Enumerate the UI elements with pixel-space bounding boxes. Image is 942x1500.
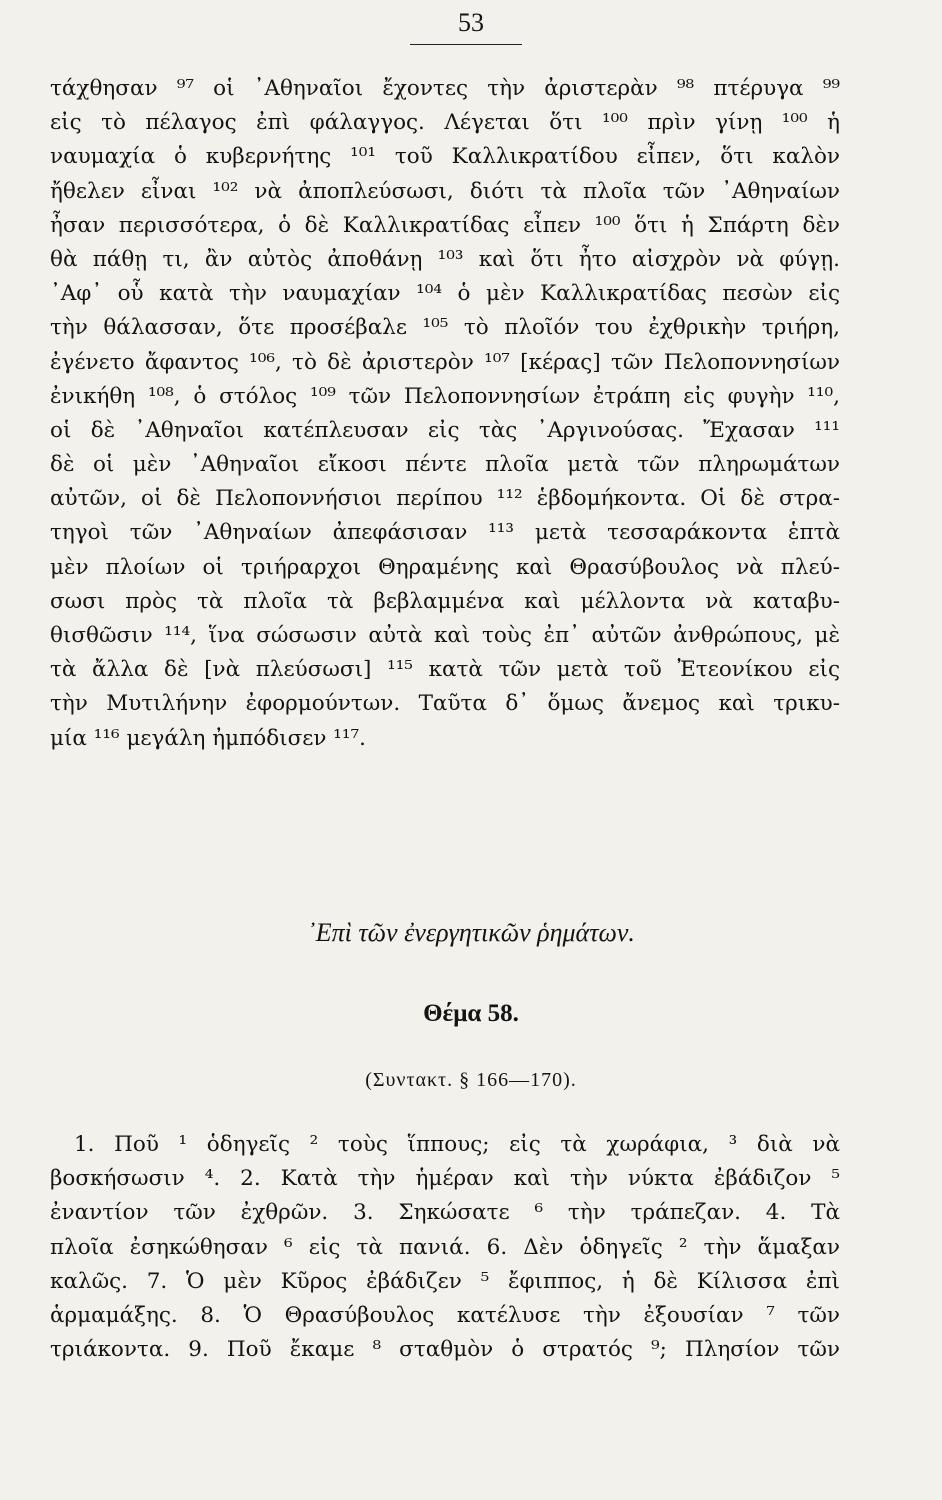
passage-line: ἐνικήθη ¹⁰⁸, ὁ στόλος ¹⁰⁹ τῶν Πελοποννησίων ἐτράπη εἰς φυγὴν ¹¹⁰, — [50, 383, 840, 409]
passage-line: αὐτῶν, οἱ δὲ Πελοποννήσιοι περίπου ¹¹² ἑβδομήκοντα. Οἱ δὲ στρα- — [50, 486, 840, 512]
passage-line: ἦσαν περισσότερα, ὁ δὲ Καλλικρατίδας εἶπεν ¹⁰⁰ ὅτι ἡ Σπάρτη δὲν — [50, 212, 840, 238]
passage-line: μὲν πλοίων οἱ τριήραρχοι Θηραμένης καὶ Θρασύβουλος νὰ πλεύ- — [50, 554, 840, 580]
exercise-line: ἁρμαμάξης. 8. Ὁ Θρασύβουλος κατέλυσε τὴν ἐξουσίαν ⁷ τῶν — [50, 1302, 840, 1328]
theme-title: Θέμα 58. — [423, 1000, 519, 1027]
exercise-line: βοσκήσωσιν ⁴. 2. Κατὰ τὴν ἡμέραν καὶ τὴν νύκτα ἐβάδιζον ⁵ — [50, 1166, 840, 1192]
section-heading: ᾿Επὶ τῶν ἐνεργητικῶν ῥημάτων. — [307, 918, 635, 947]
passage-line: θισθῶσιν ¹¹⁴, ἵνα σώσωσιν αὐτὰ καὶ τοὺς ἐπ᾿ αὐτῶν ἀνθρώπους, μὲ — [50, 623, 840, 648]
exercise-line: ἐναντίον τῶν ἐχθρῶν. 3. Σηκώσατε ⁶ τὴν τράπεζαν. 4. Τὰ — [50, 1200, 840, 1226]
passage-line: τὰ ἄλλα δὲ [νὰ πλεύσωσι] ¹¹⁵ κατὰ τῶν μετὰ τοῦ Ἐτεονίκου εἰς — [50, 657, 840, 683]
passage-line: ἤθελεν εἶναι ¹⁰² νὰ ἀποπλεύσωσι, διότι τὰ πλοῖα τῶν ᾿Αθηναίων — [50, 178, 840, 204]
passage-line: τὴν θάλασσαν, ὅτε προσέβαλε ¹⁰⁵ τὸ πλοῖόν του ἐχθρικὴν τριήρη, — [50, 315, 840, 341]
passage-line: τάχθησαν ⁹⁷ οἱ ᾿Αθηναῖοι ἔχοντες τὴν ἀριστερὰν ⁹⁸ πτέρυγα ⁹⁹ — [50, 76, 840, 101]
header-rule — [410, 44, 522, 45]
passage-line: μία ¹¹⁶ μεγάλη ἠμπόδισεν ¹¹⁷. — [50, 725, 366, 751]
passage-line: εἰς τὸ πέλαγος ἐπὶ φάλαγγος. Λέγεται ὅτι ¹⁰⁰ πρὶν γίνῃ ¹⁰⁰ ἡ — [50, 110, 840, 136]
passage-text — [50, 72, 840, 756]
passage-line: ᾿Αφ᾿ οὗ κατὰ τὴν ναυμαχίαν ¹⁰⁴ ὁ μὲν Καλλικρατίδας πεσὼν εἰς — [50, 281, 840, 307]
passage-line: τὴν Μυτιλήνην ἐφορμούντων. Ταῦτα δ᾿ ὅμως ἄνεμος καὶ τρικυ- — [50, 691, 840, 717]
exercise-line: καλῶς. 7. Ὁ μὲν Κῦρος ἐβάδιζεν ⁵ ἔφιππος, ἡ δὲ Κίλισσα ἐπὶ — [50, 1268, 840, 1294]
passage-line: σωσι πρὸς τὰ πλοῖα τὰ βεβλαμμένα καὶ μέλλοντα νὰ καταβυ- — [50, 588, 840, 614]
page-number: 53 — [458, 8, 484, 37]
passage-line: θὰ πάθῃ τι, ἂν αὐτὸς ἀποθάνῃ ¹⁰³ καὶ ὅτι ἦτο αἰσχρὸν νὰ φύγῃ. — [50, 246, 840, 272]
passage-line: ἐγένετο ἄφαντος ¹⁰⁶, τὸ δὲ ἀριστερὸν ¹⁰⁷ [κέρας] τῶν Πελοποννησίων — [50, 349, 840, 375]
passage-line: ναυμαχία ὁ κυβερνήτης ¹⁰¹ τοῦ Καλλικρατίδου εἶπεν, ὅτι καλὸν — [50, 144, 840, 170]
exercise-text — [50, 1128, 840, 1367]
passage-line: τηγοὶ τῶν ᾿Αθηναίων ἀπεφάσισαν ¹¹³ μετὰ τεσσαράκοντα ἑπτὰ — [50, 520, 840, 546]
passage-line: οἱ δὲ ᾿Αθηναῖοι κατέπλευσαν εἰς τὰς ᾿Αργινούσας. Ἔχασαν ¹¹¹ — [50, 417, 840, 443]
passage-line: δὲ οἱ μὲν ᾿Αθηναῖοι εἴκοσι πέντε πλοῖα μετὰ τῶν πληρωμάτων — [50, 452, 840, 478]
exercise-line: 1. Ποῦ ¹ ὁδηγεῖς ² τοὺς ἵππους; εἰς τὰ χωράφια, ³ διὰ νὰ — [74, 1132, 840, 1157]
syntax-reference: (Συντακτ. § 166—170). — [365, 1069, 577, 1091]
exercise-line: τριάκοντα. 9. Ποῦ ἔκαμε ⁸ σταθμὸν ὁ στρατός ⁹; Πλησίον τῶν — [50, 1337, 840, 1363]
exercise-line: πλοῖα ἐσηκώθησαν ⁶ εἰς τὰ πανιά. 6. Δὲν ὁδηγεῖς ² τὴν ἅμαξαν — [50, 1234, 840, 1260]
